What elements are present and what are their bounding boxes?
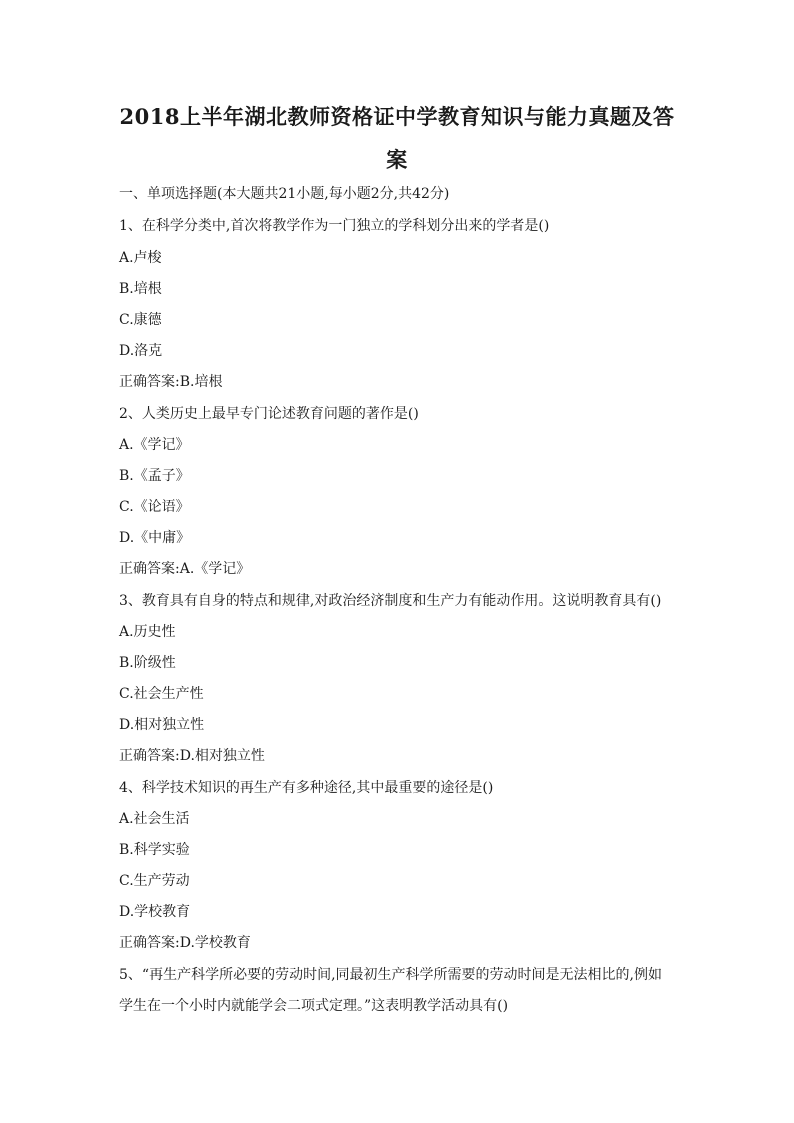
option-a: A.历史性 (119, 624, 176, 640)
question-stem: 3、教育具有自身的特点和规律,对政治经济制度和生产力有能动作用。这说明教育具有() (119, 593, 662, 609)
option-a: A.社会生活 (119, 811, 190, 827)
option-a: A.《学记》 (119, 437, 190, 453)
option-b: B.科学实验 (119, 842, 190, 858)
correct-answer: 正确答案:D.学校教育 (119, 935, 251, 951)
option-c: C.社会生产性 (119, 686, 204, 702)
option-c: C.生产劳动 (119, 873, 190, 889)
correct-answer: 正确答案:A.《学记》 (119, 561, 251, 577)
option-a: A.卢梭 (119, 250, 162, 266)
question-stem-continued: 学生在一个小时内就能学会二项式定理。”这表明教学活动具有() (119, 998, 509, 1014)
correct-answer: 正确答案:D.相对独立性 (119, 748, 265, 764)
option-b: B.阶级性 (119, 655, 176, 671)
document-title: 2018上半年湖北教师资格证中学教育知识与能力真题及答 (119, 104, 675, 129)
option-c: C.《论语》 (119, 499, 190, 515)
option-d: D.相对独立性 (119, 717, 205, 733)
document-title-continued: 案 (386, 147, 408, 172)
option-b: B.培根 (119, 281, 162, 297)
question-stem: 1、在科学分类中,首次将教学作为一门独立的学科划分出来的学者是() (119, 218, 550, 234)
option-d: D.学校教育 (119, 904, 191, 920)
question-stem: 5、“再生产科学所必要的劳动时间,同最初生产科学所需要的劳动时间是无法相比的,例如 (119, 967, 662, 983)
correct-answer: 正确答案:B.培根 (119, 374, 223, 390)
option-b: B.《孟子》 (119, 468, 190, 484)
option-d: D.洛克 (119, 343, 163, 359)
section-heading: 一、单项选择题(本大题共21小题,每小题2分,共42分) (119, 186, 450, 202)
question-stem: 2、人类历史上最早专门论述教育问题的著作是() (119, 406, 419, 422)
option-d: D.《中庸》 (119, 530, 191, 546)
question-stem: 4、科学技术知识的再生产有多种途径,其中最重要的途径是() (119, 780, 494, 796)
option-c: C.康德 (119, 312, 162, 328)
